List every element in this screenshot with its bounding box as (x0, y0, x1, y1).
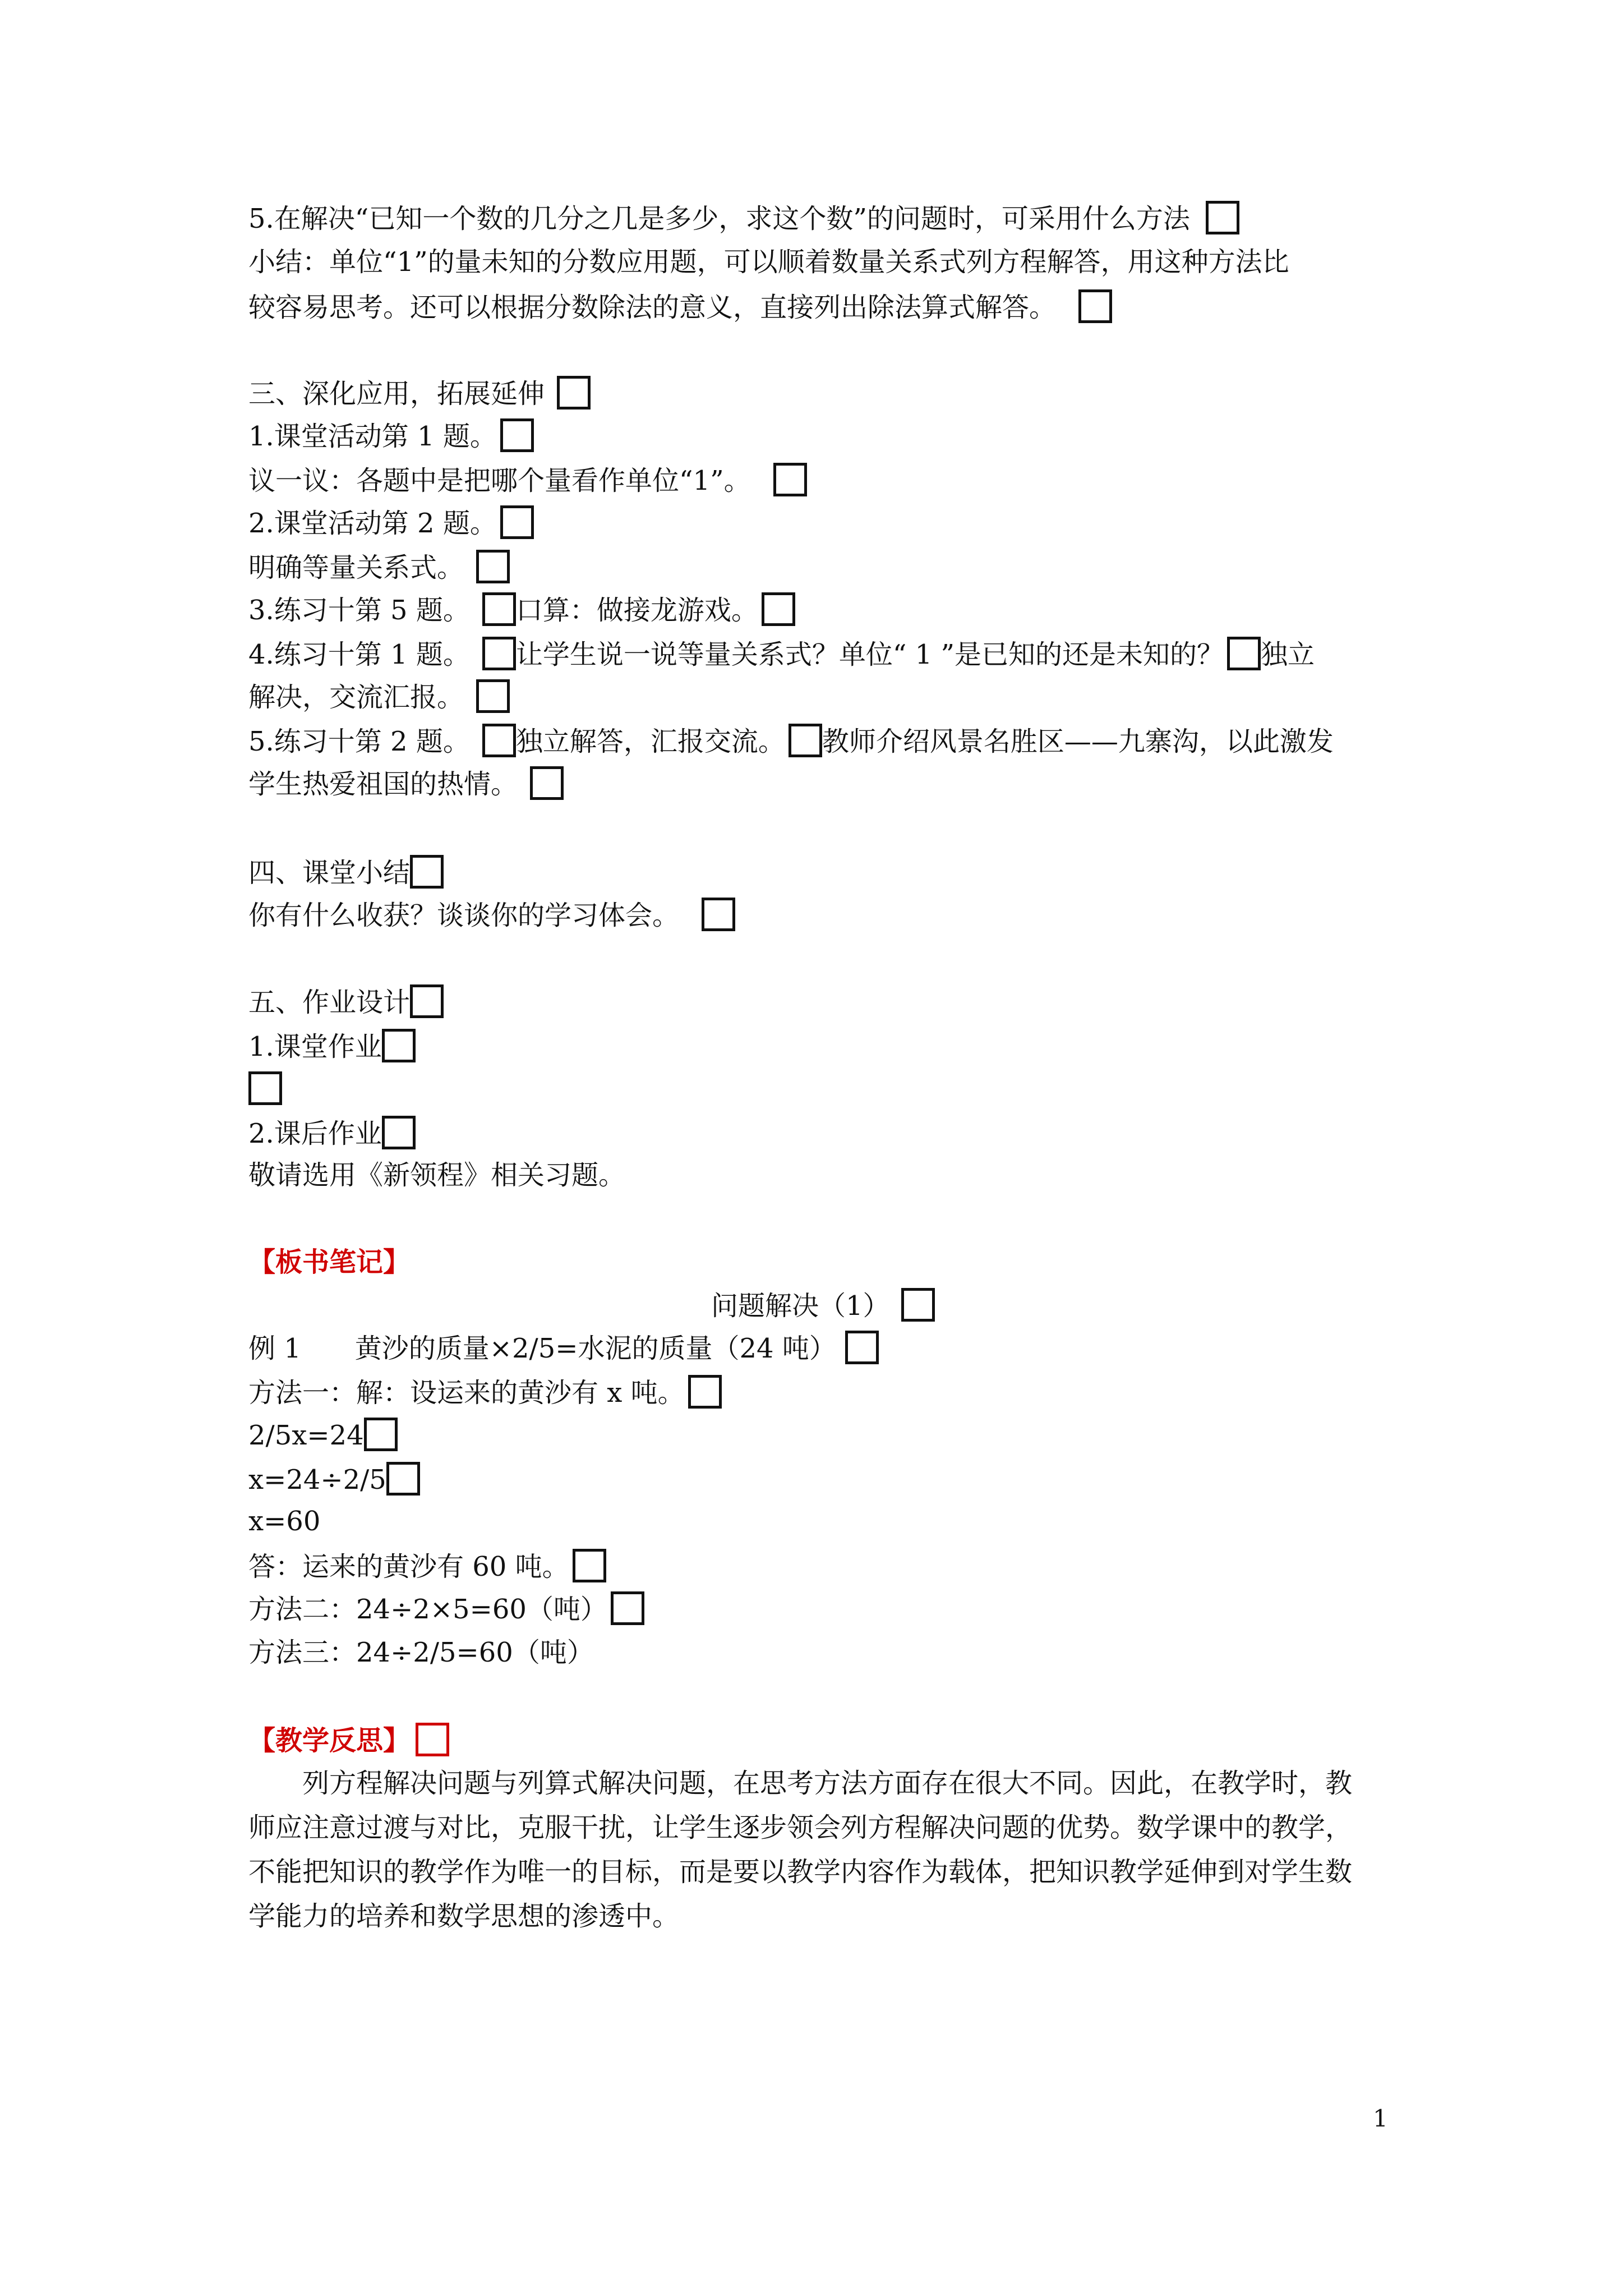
board-method-2 (248, 1591, 644, 1626)
reflection-paragraph (248, 1761, 1376, 1939)
checkbox-square[interactable] (382, 1116, 416, 1149)
board-title-line (711, 1288, 935, 1323)
item-3-5-cont (248, 766, 564, 801)
board-title: 问题解决（1） (711, 1290, 890, 1322)
item-3-4-text: 4.练习十第 1 题。 (248, 639, 470, 670)
page-number: 1 (1373, 2105, 1388, 2132)
item-3-1 (248, 418, 534, 453)
checkbox-square[interactable] (762, 592, 795, 626)
reflection-heading (248, 1723, 449, 1757)
item-5-1-box (248, 1071, 282, 1106)
board-notes-heading (248, 1245, 410, 1279)
checkbox-square[interactable] (1078, 289, 1112, 323)
checkbox-square[interactable] (557, 376, 591, 409)
summary-text-1: 小结：单位“1”的量未知的分数应用题，可以顺着数量关系式列方程解答，用这种方法比 (248, 246, 1289, 278)
solve-report-text: 解决，交流汇报。 (248, 682, 464, 713)
item-3-3 (248, 592, 795, 627)
item-4-1 (248, 898, 735, 932)
checkbox-square[interactable] (688, 1375, 722, 1409)
exercise-text: 敬请选用《新领程》相关习题。 (248, 1159, 626, 1191)
checkbox-square[interactable] (530, 766, 564, 800)
section-5-title: 五、作业设计 (248, 987, 411, 1018)
item-discuss (248, 463, 807, 498)
board-example-1 (248, 1331, 879, 1365)
checkbox-square[interactable] (702, 898, 735, 931)
checkbox-square[interactable] (773, 463, 807, 496)
checkbox-square[interactable] (500, 418, 534, 452)
section-5-heading (248, 984, 444, 1019)
summary-text-2: 较容易思考。还可以根据分数除法的意义，直接列出除法算式解答。 (248, 292, 1057, 323)
question-5-text: 5.在解决“已知一个数的几分之几是多少，求这个数”的问题时，可采用什么方法 (248, 203, 1190, 234)
item-3-2-text: 2.课堂活动第 2 题。 (248, 508, 497, 539)
checkbox-square-red[interactable] (416, 1723, 449, 1756)
checkbox-square[interactable] (1206, 201, 1239, 234)
checkbox-square[interactable] (573, 1549, 606, 1582)
item-3-5 (248, 724, 1334, 758)
reflection-text: 列方程解决问题与列算式解决问题，在思考方法方面存在很大不同。因此，在教学时，教师应注意过渡与对比，克服干扰，让学生逐步领会列方程解决问题的优势。数学课中的教学，不能把知识的教学作为唯一的目标，而是要以教学内容作为载体，把知识教学延伸到对学生数学能力的培养和数学思想的渗透中。 (248, 1768, 1353, 1932)
summary-line-2 (248, 289, 1112, 324)
answer-text: 答：运来的黄沙有 60 吨。 (248, 1551, 569, 1582)
patriotism-text: 学生热爱祖国的热情。 (248, 769, 518, 800)
solve-exchange-text: 独立解答，汇报交流。 (515, 726, 785, 757)
equation-3-text: x=60 (248, 1506, 321, 1537)
item-equation (248, 550, 510, 585)
board-equation-2 (248, 1462, 420, 1497)
board-notes-title: 【板书笔记】 (248, 1246, 411, 1278)
section-3-title: 三、深化应用，拓展延伸 (248, 378, 545, 409)
checkbox-square[interactable] (476, 550, 510, 583)
scenic-text: 教师介绍风景名胜区——九寨沟，以此激发 (822, 726, 1334, 757)
equation-text: 明确等量关系式。 (248, 552, 464, 583)
item-5-2-cont (248, 1158, 625, 1192)
checkbox-square[interactable] (364, 1418, 398, 1451)
equation-2-text: x=24÷2/5 (248, 1464, 386, 1496)
checkbox-square[interactable] (901, 1288, 935, 1322)
item-5-1 (248, 1029, 416, 1064)
checkbox-square[interactable] (482, 637, 516, 670)
checkbox-square[interactable] (611, 1591, 644, 1625)
checkbox-square[interactable] (1227, 637, 1261, 670)
discuss-text: 议一议：各题中是把哪个量看作单位“1”。 (248, 465, 751, 496)
checkbox-square[interactable] (382, 1029, 416, 1062)
item-3-1-text: 1.课堂活动第 1 题。 (248, 421, 497, 452)
item-3-4 (248, 637, 1315, 671)
checkbox-square[interactable] (386, 1462, 420, 1496)
checkbox-square[interactable] (500, 505, 534, 539)
item-3-5-text: 5.练习十第 2 题。 (248, 726, 470, 757)
reflection-question-text: 你有什么收获？谈谈你的学习体会。 (248, 900, 680, 931)
reflection-title: 【教学反思】 (248, 1725, 411, 1756)
board-equation-3 (248, 1504, 320, 1538)
example-1-text: 例 1 黄沙的质量×2/5=水泥的质量（24 吨） (248, 1333, 836, 1364)
independent-text: 独立 (1261, 639, 1315, 670)
checkbox-square[interactable] (482, 592, 516, 626)
homework-text: 2.课后作业 (248, 1118, 382, 1149)
board-method-1 (248, 1375, 722, 1410)
item-3-2 (248, 505, 534, 540)
item-5-2 (248, 1116, 416, 1151)
equation-1-text: 2/5x=24 (248, 1420, 364, 1451)
item-3-4-cont (248, 679, 510, 714)
summary-line-1 (248, 245, 1289, 279)
checkbox-square[interactable] (410, 984, 444, 1018)
checkbox-square[interactable] (476, 679, 510, 713)
checkbox-square[interactable] (248, 1071, 282, 1105)
item-3-3-text: 3.练习十第 5 题。 (248, 595, 470, 626)
checkbox-square[interactable] (410, 855, 444, 889)
board-answer (248, 1549, 606, 1584)
text-line-5 (248, 201, 1239, 236)
method-1-text: 方法一：解：设运来的黄沙有 x 吨。 (248, 1377, 685, 1409)
checkbox-square[interactable] (845, 1331, 879, 1364)
section-4-heading (248, 855, 444, 890)
checkbox-square[interactable] (482, 724, 516, 757)
classwork-text: 1.课堂作业 (248, 1031, 382, 1062)
mental-math-text: 口算：做接龙游戏。 (515, 595, 758, 626)
board-equation-1 (248, 1418, 398, 1452)
section-3-heading (248, 376, 591, 411)
method-2-text: 方法二：24÷2×5=60（吨） (248, 1594, 607, 1625)
checkbox-square[interactable] (789, 724, 822, 757)
board-method-3 (248, 1636, 594, 1669)
section-4-title: 四、课堂小结 (248, 857, 411, 889)
unit-question-text: 让学生说一说等量关系式？单位“ 1 ”是已知的还是未知的？ (515, 639, 1224, 670)
method-3-text: 方法三：24÷2/5=60（吨） (248, 1637, 594, 1668)
